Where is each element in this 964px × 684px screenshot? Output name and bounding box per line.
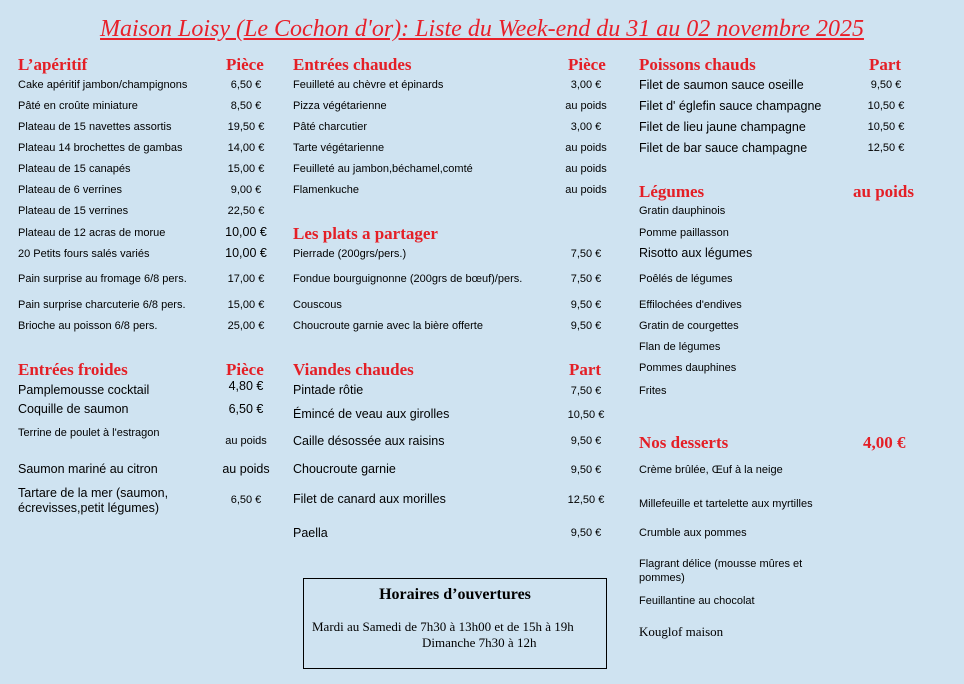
legumes-unit: au poids <box>853 182 914 201</box>
menu-item-name: Feuilleté au jambon,béchamel,comté <box>293 163 473 175</box>
menu-item-price: 8,50 € <box>230 100 262 112</box>
menu-item-name: Choucroute garnie avec la bière offerte <box>293 320 483 332</box>
menu-item-name: Crumble aux pommes <box>639 527 747 539</box>
menu-item-name: Gratin dauphinois <box>639 205 726 217</box>
menu-item-name: Filet de bar sauce champagne <box>639 141 808 155</box>
menu-item-name: Plateau de 15 canapés <box>18 163 131 175</box>
menu-item-name: Effilochées d'endives <box>639 299 742 311</box>
menu-item-name: Pain surprise charcuterie 6/8 pers. <box>18 299 186 311</box>
page-title: Maison Loisy (Le Cochon d'or): Liste du Week-end du 31 au 02 novembre 2025 <box>100 16 864 42</box>
aperitif-header: L’apéritif <box>18 55 88 74</box>
menu-item-price: 19,50 € <box>227 121 265 133</box>
menu-item-name: 20 Petits fours salés variés <box>18 248 150 260</box>
viandes-chaudes-header: Viandes chaudes <box>293 360 414 379</box>
menu-item-name: Pomme paillasson <box>639 227 729 239</box>
menu-item-name: Terrine de poulet à l'estragon <box>18 427 160 439</box>
poissons-chauds-unit: Part <box>869 55 902 74</box>
menu-item-price: 4,80 € <box>228 379 264 393</box>
menu-item-price: 7,50 € <box>570 248 602 260</box>
opening-hours-title: Horaires d’ouvertures <box>379 586 531 603</box>
menu-item-name: Plateau de 6 verrines <box>18 184 122 196</box>
menu-item-name: Poêlés de légumes <box>639 273 733 285</box>
menu-item-name: Pintade rôtie <box>293 383 364 397</box>
menu-item-price: au poids <box>222 462 270 476</box>
desserts-unit-price: 4,00 € <box>863 433 906 452</box>
menu-item-name: Flamenkuche <box>293 184 360 196</box>
menu-item-name: Pommes dauphines <box>639 362 737 374</box>
menu-item-price: au poids <box>225 435 267 447</box>
menu-item-price: 10,50 € <box>567 409 605 421</box>
menu-item-name: Brioche au poisson 6/8 pers. <box>18 320 158 332</box>
aperitif-unit: Pièce <box>226 55 264 74</box>
menu-item-price: 17,00 € <box>227 273 265 285</box>
menu-item-price: 7,50 € <box>570 273 602 285</box>
menu-item-name: Coquille de saumon <box>18 402 129 416</box>
menu-item-price: 14,00 € <box>227 142 265 154</box>
menu-item-name: Filet de lieu jaune champagne <box>639 120 806 134</box>
menu-item-name: Frites <box>639 385 667 397</box>
menu-item-name: Plateau de 15 navettes assortis <box>18 121 172 133</box>
menu-item-price: 9,00 € <box>230 184 262 196</box>
menu-item-price: 7,50 € <box>570 385 602 397</box>
menu-item-name: Millefeuille et tartelette aux myrtilles <box>639 498 813 510</box>
menu-item-name: Filet de saumon sauce oseille <box>639 78 804 92</box>
menu-item-name: Caille désossée aux raisins <box>293 434 445 448</box>
menu-item-name: Crème brûlée, Œuf à la neige <box>639 464 783 476</box>
menu-item-name: Feuillantine au chocolat <box>639 595 755 607</box>
menu-item-price: 10,50 € <box>867 100 905 112</box>
menu-item-name: écrevisses,petit légumes) <box>18 501 160 515</box>
menu-item-price: 25,00 € <box>227 320 265 332</box>
menu-item-name: Tarte végétarienne <box>293 142 385 154</box>
menu-item-name: Fondue bourguignonne (200grs de bœuf)/pers. <box>293 273 523 285</box>
menu-item-price: 9,50 € <box>570 320 602 332</box>
menu-item-price: 9,50 € <box>570 527 602 539</box>
menu-item-price: au poids <box>565 100 607 112</box>
menu-item-name: Pâté charcutier <box>293 121 367 133</box>
legumes-header: Légumes <box>639 182 705 201</box>
menu-item-name: pommes) <box>639 572 685 584</box>
menu-item-price: 12,50 € <box>567 494 605 506</box>
menu-item-price: au poids <box>565 184 607 196</box>
menu-item-price: 9,50 € <box>570 464 602 476</box>
opening-hours-box <box>303 578 607 669</box>
menu-item-price: 9,50 € <box>870 79 902 91</box>
menu-item-price: 6,50 € <box>230 494 262 506</box>
menu-item-price: 22,50 € <box>227 205 265 217</box>
menu-item-name: Gratin de courgettes <box>639 320 739 332</box>
menu-item-name: Pain surprise au fromage 6/8 pers. <box>18 273 187 285</box>
menu-item-name: Plateau de 15 verrines <box>18 205 129 217</box>
menu-item-name: Plateau 14 brochettes de gambas <box>18 142 183 154</box>
menu-item-price: 6,50 € <box>228 402 264 416</box>
menu-item-name: Tartare de la mer (saumon, <box>18 486 169 500</box>
menu-item-name: Pâté en croûte miniature <box>18 100 138 112</box>
menu-item-name: Pizza végétarienne <box>293 100 387 112</box>
menu-item-price: 10,50 € <box>867 121 905 133</box>
menu-item-name: Filet d' églefin sauce champagne <box>639 99 822 113</box>
menu-item-price: 3,00 € <box>570 121 602 133</box>
menu-item-name: Choucroute garnie <box>293 462 396 476</box>
menu-item-name: Risotto aux légumes <box>639 246 753 260</box>
menu-item-price: 3,00 € <box>570 79 602 91</box>
menu-item-price: 15,00 € <box>227 299 265 311</box>
entrees-chaudes-header: Entrées chaudes <box>293 55 412 74</box>
menu-item-name: Flagrant délice (mousse mûres et <box>639 558 803 570</box>
menu-item-name: Feuilleté au chèvre et épinards <box>293 79 444 91</box>
menu-item-name: Cake apéritif jambon/champignons <box>18 79 188 91</box>
menu-item-price: 9,50 € <box>570 299 602 311</box>
viandes-chaudes-unit: Part <box>569 360 602 379</box>
menu-item-name: Pierrade (200grs/pers.) <box>293 248 407 260</box>
menu-item-name: Flan de légumes <box>639 341 721 353</box>
menu-item-name: Émincé de veau aux girolles <box>293 407 450 421</box>
entrees-chaudes-unit: Pièce <box>568 55 606 74</box>
menu-item-price: au poids <box>565 163 607 175</box>
menu-item-name: Filet de canard aux morilles <box>293 492 446 506</box>
opening-hours-weekdays: Mardi au Samedi de 7h30 à 13h00 et de 15h à 19h <box>312 619 574 634</box>
menu-item-price: 10,00 € <box>225 246 267 260</box>
menu-item-name: Saumon mariné au citron <box>18 462 158 476</box>
poissons-chauds-header: Poissons chauds <box>639 55 756 74</box>
menu-item-name: Couscous <box>293 299 342 311</box>
menu-item-name: Pamplemousse cocktail <box>18 383 150 397</box>
menu-item-name: Kouglof maison <box>639 624 724 639</box>
entrees-froides-unit: Pièce <box>226 360 264 379</box>
opening-hours-sunday: Dimanche 7h30 à 12h <box>422 635 537 650</box>
menu-item-price: 9,50 € <box>570 435 602 447</box>
menu-item-price: 12,50 € <box>867 142 905 154</box>
menu-item-name: Plateau de 12 acras de morue <box>18 227 166 239</box>
menu-item-price: 15,00 € <box>227 163 265 175</box>
menu-item-name: Paella <box>293 526 328 540</box>
plats-partager-header: Les plats a partager <box>293 224 438 243</box>
desserts-header: Nos desserts <box>639 433 729 452</box>
menu-item-price: 10,00 € <box>225 225 267 239</box>
menu-item-price: au poids <box>565 142 607 154</box>
menu-item-price: 6,50 € <box>230 79 262 91</box>
entrees-froides-header: Entrées froides <box>18 360 128 379</box>
